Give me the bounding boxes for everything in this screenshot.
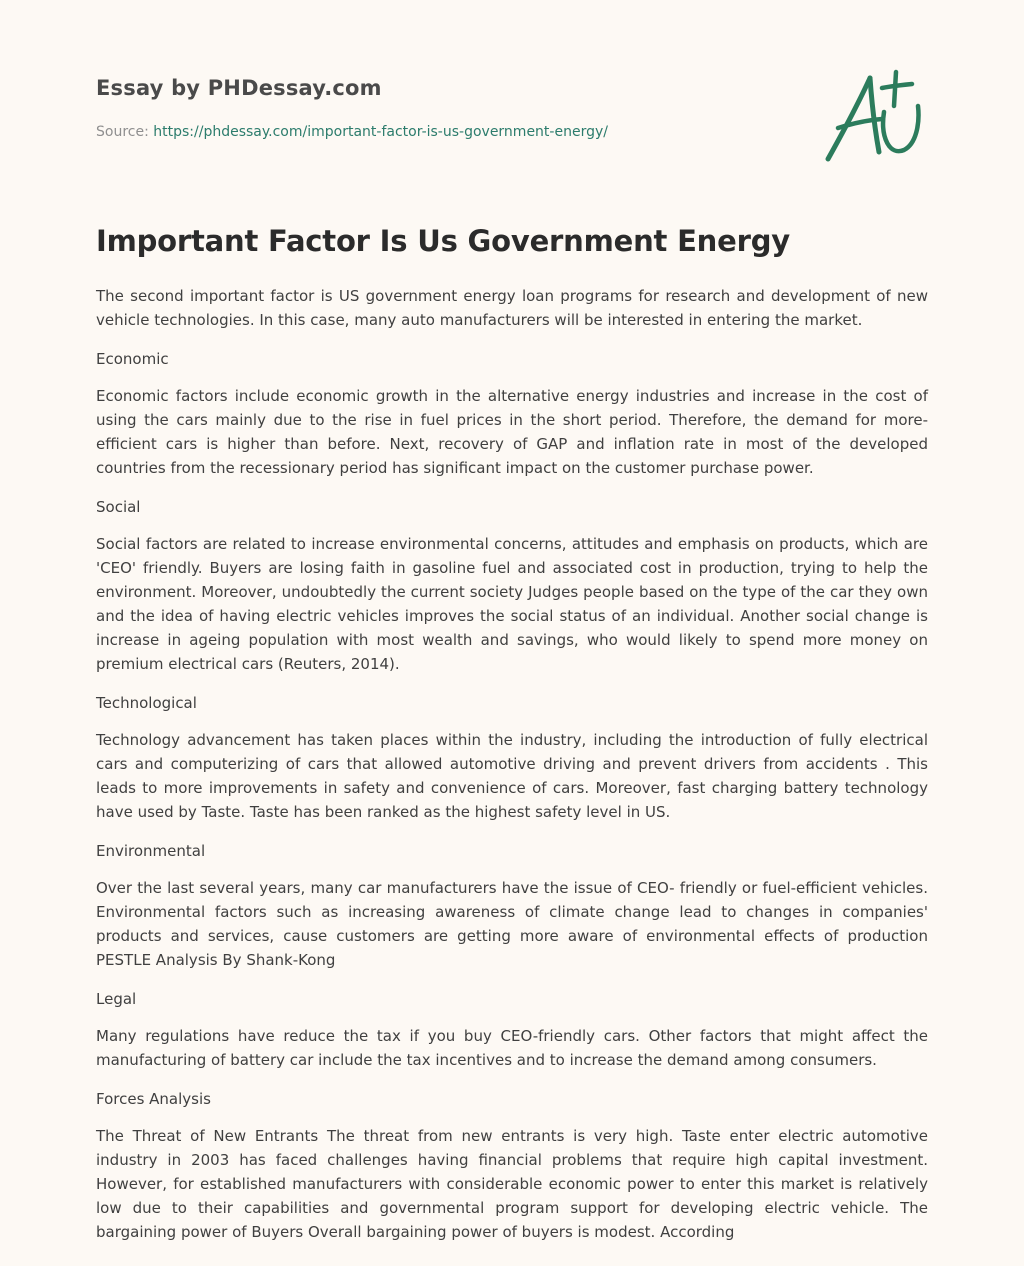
source-label: Source:	[96, 124, 154, 140]
paragraph: Technology advancement has taken places within the industry, including the introduction of fully electrical cars and computerizing of cars that allowed automotive driving and prevent drivers from accidents . This leads to more improvements in safety and convenience of cars. Moreover, fast charging battery technology have used by Taste. Taste has been ranked as the highest safety level in US.	[96, 731, 928, 821]
section-heading: Economic	[96, 350, 169, 368]
paragraph: The Threat of New Entrants The threat from new entrants is very high. Taste enter electric automotive industry in 2003 has faced challenges having financial problems that require high capital investment. However, for established manufacturers with considerable economic power to enter this market is relatively low due to their capabilities and governmental program support for developing electric vehicle. The bargaining power of Buyers Overall bargaining power of buyers is modest. According	[96, 1127, 928, 1241]
source-line	[96, 124, 608, 140]
essay-title: Important Factor Is Us Government Energy	[96, 224, 790, 258]
brand-title: Essay by PHDessay.com	[96, 76, 382, 100]
essay-body	[96, 284, 928, 1259]
section-heading: Environmental	[96, 842, 206, 860]
section-heading: Social	[96, 498, 141, 516]
section-heading: Forces Analysis	[96, 1090, 211, 1108]
section-heading: Technological	[96, 694, 197, 712]
paragraph: Over the last several years, many car manufacturers have the issue of CEO- friendly or fuel-efficient vehicles. Environmental factors such as increasing awareness of climate change lead to changes in companies' products and services, cause customers are getting more aware of environmental effects of production PESTLE Analysis By Shank-Kong	[96, 879, 928, 969]
paragraph: Many regulations have reduce the tax if you buy CEO-friendly cars. Other factors that might affect the manufacturing of battery car include the tax incentives and to increase the demand among consumers.	[96, 1027, 928, 1069]
a-plus-logo-icon	[818, 62, 930, 166]
paragraph: Economic factors include economic growth in the alternative energy industries and increase in the cost of using the cars mainly due to the rise in fuel prices in the short period. Therefore, the demand for more-efficient cars is higher than before. Next, recovery of GAP and inflation rate in most of the developed countries from the recessionary period has significant impact on the customer purchase power.	[96, 387, 928, 477]
paragraph: The second important factor is US government energy loan programs for research and development of new vehicle technologies. In this case, many auto manufacturers will be interested in entering the market.	[96, 287, 928, 329]
source-link[interactable]: https://phdessay.com/important-factor-is-us-government-energy/	[153, 124, 608, 140]
section-heading: Legal	[96, 990, 137, 1008]
paragraph: Social factors are related to increase environmental concerns, attitudes and emphasis on products, which are 'CEO' friendly. Buyers are losing faith in gasoline fuel and associated cost in production, trying to help the environment. Moreover, undoubtedly the current society Judges people based on the type of the car they own and the idea of having electric vehicles improves the social status of an individual. Another social change is increase in ageing population with most wealth and savings, who would likely to spend more money on premium electrical cars (Reuters, 2014).	[96, 535, 928, 673]
